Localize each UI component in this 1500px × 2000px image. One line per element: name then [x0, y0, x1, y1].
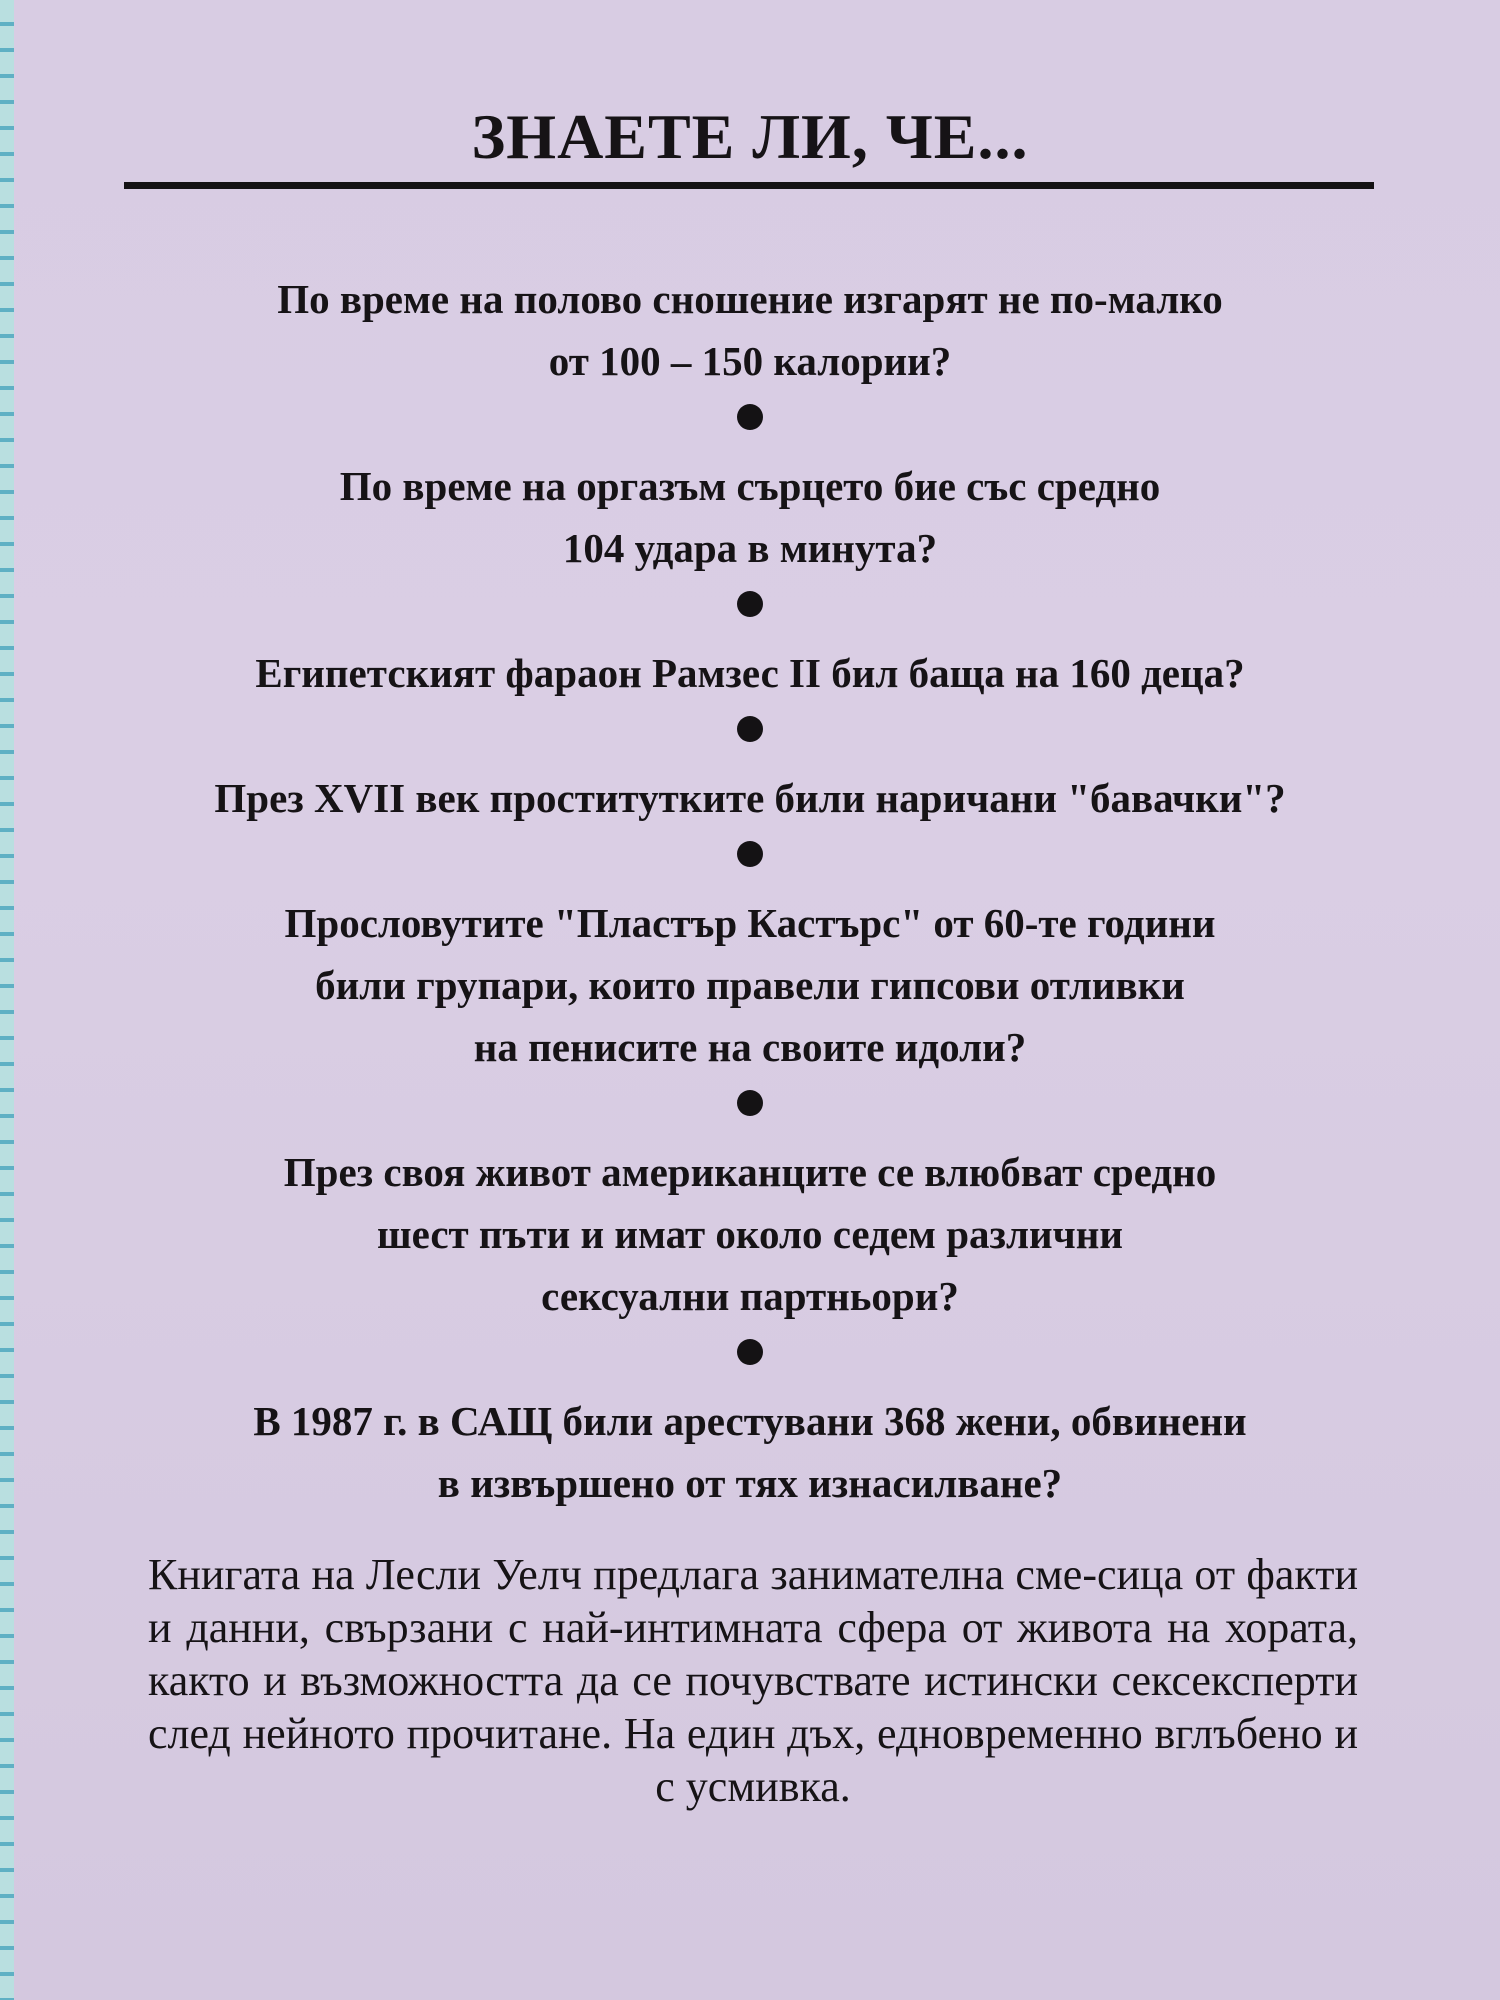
- title-divider: [124, 182, 1374, 189]
- fact-item: В 1987 г. в САЩ били арестувани 368 жени, обвинени в извършено от тях изнасилване?: [253, 1398, 1247, 1506]
- page-edge-decoration: [0, 0, 14, 2000]
- bullet-icon: [737, 1339, 763, 1365]
- facts-list: [130, 268, 1370, 1514]
- fact-item: През своя живот американците се влюбват средно шест пъти и имат около седем различни сексуални партньори?: [283, 1149, 1217, 1319]
- bullet-icon: [737, 1090, 763, 1116]
- fact-item: По време на оргазъм сърцето бие със средно 104 удара в минута?: [339, 463, 1161, 571]
- fact-item: Египетският фараон Рамзес II бил баща на 160 деца?: [255, 650, 1245, 696]
- fact-item: По време на полово сношение изгарят не по-малко от 100 – 150 калории?: [277, 276, 1223, 384]
- bullet-icon: [737, 716, 763, 742]
- bullet-icon: [737, 591, 763, 617]
- bullet-icon: [737, 404, 763, 430]
- fact-item: Прословутите "Пластър Кастърс" от 60-те години били групари, които правели гипсови отливки на пенисите на своите идоли?: [284, 900, 1216, 1070]
- fact-item: През XVII век проститутките били наричани "бавачки"?: [214, 775, 1286, 821]
- book-description: Книгата на Лесли Уелч предлага занимателна сме-сица от факти и данни, свързани с най-интимната сфера от живота на хората, както и възможността да се почувствате истински сексексперти след нейното прочитане. На един дъх, едновременно вглъбено и с усмивка.: [148, 1550, 1358, 1811]
- bullet-icon: [737, 841, 763, 867]
- page-title: ЗНАЕТЕ ЛИ, ЧЕ...: [471, 101, 1029, 172]
